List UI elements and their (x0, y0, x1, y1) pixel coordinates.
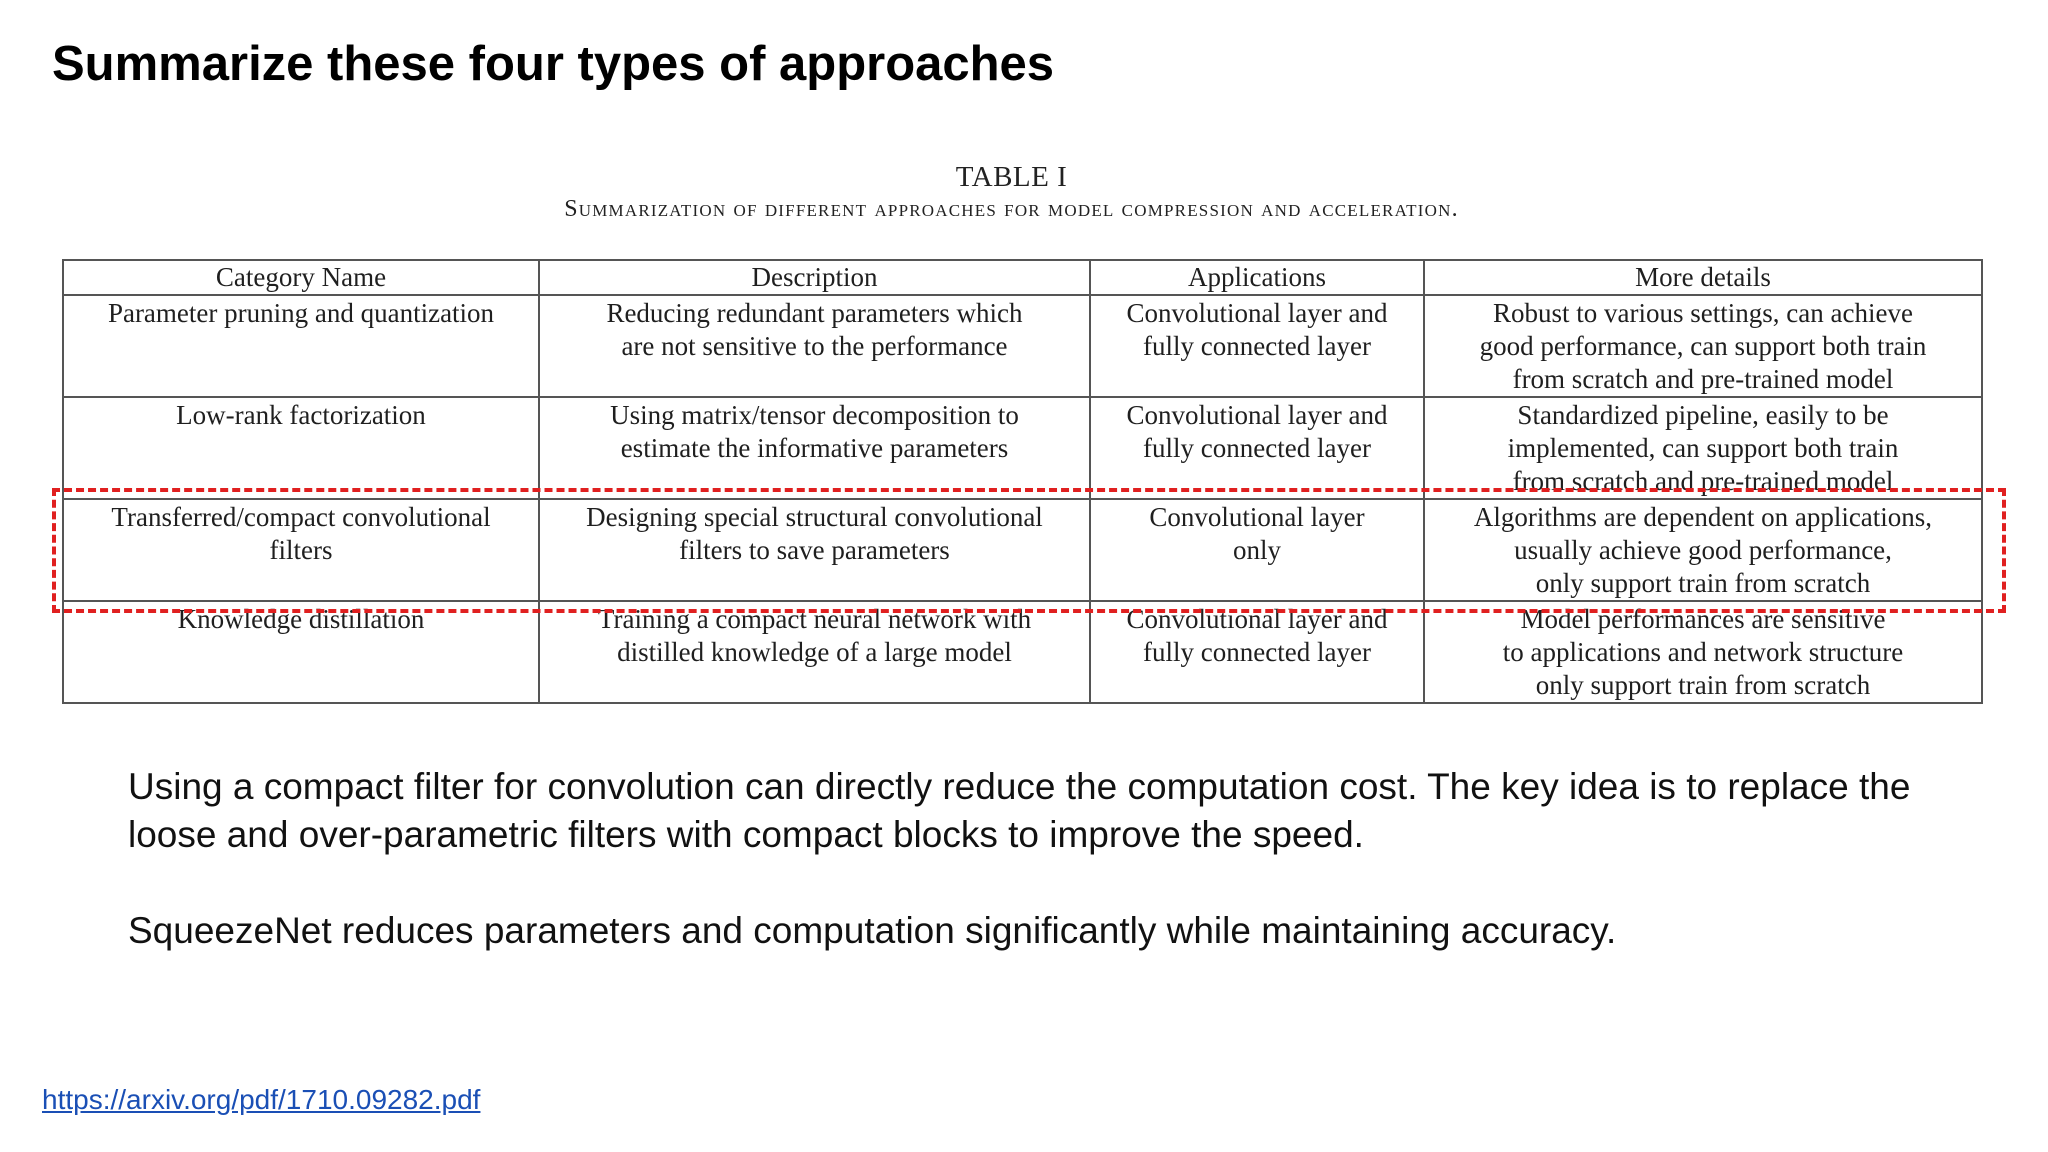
squeezenet-paragraph: SqueezeNet reduces parameters and computation significantly while maintaining accuracy. (128, 910, 1617, 951)
cell-applications (1090, 601, 1424, 703)
header-applications: Applications (1090, 260, 1424, 295)
cell-applications (1090, 499, 1424, 601)
cell-line: fully connected layer (1143, 637, 1371, 667)
cell-line: good performance, can support both train (1479, 331, 1927, 361)
cell-details (1424, 499, 1982, 601)
cell-line: Designing special structural convolutional (586, 502, 1043, 532)
table-caption: TABLE I (955, 161, 1068, 193)
cell-line: are not sensitive to the performance (621, 331, 1008, 361)
cell-details (1424, 397, 1982, 499)
header-description: Description (539, 260, 1090, 295)
cell-description (539, 295, 1090, 397)
cell-category (63, 295, 539, 397)
header-category: Category Name (63, 260, 539, 295)
cell-line: Parameter pruning and quantization (107, 298, 495, 328)
cell-line: only support train from scratch (1535, 670, 1871, 700)
cell-line: fully connected layer (1143, 331, 1371, 361)
header-details: More details (1424, 260, 1982, 295)
cell-applications (1090, 397, 1424, 499)
cell-line: implemented, can support both train (1507, 433, 1899, 463)
slide-title: Summarize these four types of approaches (52, 37, 1055, 91)
cell-applications (1090, 295, 1424, 397)
cell-line: Reducing redundant parameters which (606, 298, 1023, 328)
cell-description (539, 601, 1090, 703)
table-subcaption: Summarization of different approaches for model compression and acceleration. (564, 196, 1459, 222)
cell-description (539, 397, 1090, 499)
cell-line: Convolutional layer and (1126, 400, 1388, 430)
cell-line: only support train from scratch (1535, 568, 1871, 598)
cell-line: to applications and network structure (1502, 637, 1904, 667)
table-row-highlighted (63, 499, 1982, 601)
cell-line: Low-rank factorization (176, 400, 426, 430)
cell-line: filters (269, 535, 333, 565)
cell-category (63, 601, 539, 703)
cell-line: Transferred/compact convolutional (111, 502, 491, 532)
cell-line: Convolutional layer (1149, 502, 1365, 532)
cell-line: Convolutional layer and (1126, 298, 1388, 328)
cell-line: filters to save parameters (679, 535, 950, 565)
cell-line: Using matrix/tensor decomposition to (610, 400, 1019, 430)
summary-table (62, 259, 1983, 704)
cell-line: Robust to various settings, can achieve (1493, 298, 1913, 328)
cell-line: fully connected layer (1143, 433, 1371, 463)
cell-line: distilled knowledge of a large model (617, 637, 1012, 667)
cell-line: Algorithms are dependent on applications, (1473, 502, 1933, 532)
cell-category (63, 499, 539, 601)
cell-line: Convolutional layer and (1126, 604, 1388, 634)
cell-line: Training a compact neural network with (597, 604, 1032, 634)
cell-line: usually achieve good performance, (1514, 535, 1892, 565)
table-row (63, 295, 1982, 397)
cell-category (63, 397, 539, 499)
table-header-row (63, 260, 1982, 295)
cell-description (539, 499, 1090, 601)
cell-line: from scratch and pre-trained model (1512, 364, 1894, 394)
cell-line: estimate the informative parameters (620, 433, 1009, 463)
cell-line: Knowledge distillation (177, 604, 425, 634)
explanation-text (128, 763, 1948, 955)
cell-details (1424, 295, 1982, 397)
table-row (63, 601, 1982, 703)
table-row (63, 397, 1982, 499)
cell-details (1424, 601, 1982, 703)
cell-line: from scratch and pre-trained model (1512, 466, 1894, 496)
cell-line: Standardized pipeline, easily to be (1517, 400, 1889, 430)
cell-line: only (1232, 535, 1281, 565)
cell-line: Model performances are sensitive (1520, 604, 1886, 634)
source-link[interactable]: https://arxiv.org/pdf/1710.09282.pdf (42, 1084, 481, 1115)
explanation-paragraph: Using a compact filter for convolution can directly reduce the computation cost. The key idea is to replace the loose and over-parametric filters with compact blocks to improve the speed. (128, 766, 1911, 855)
